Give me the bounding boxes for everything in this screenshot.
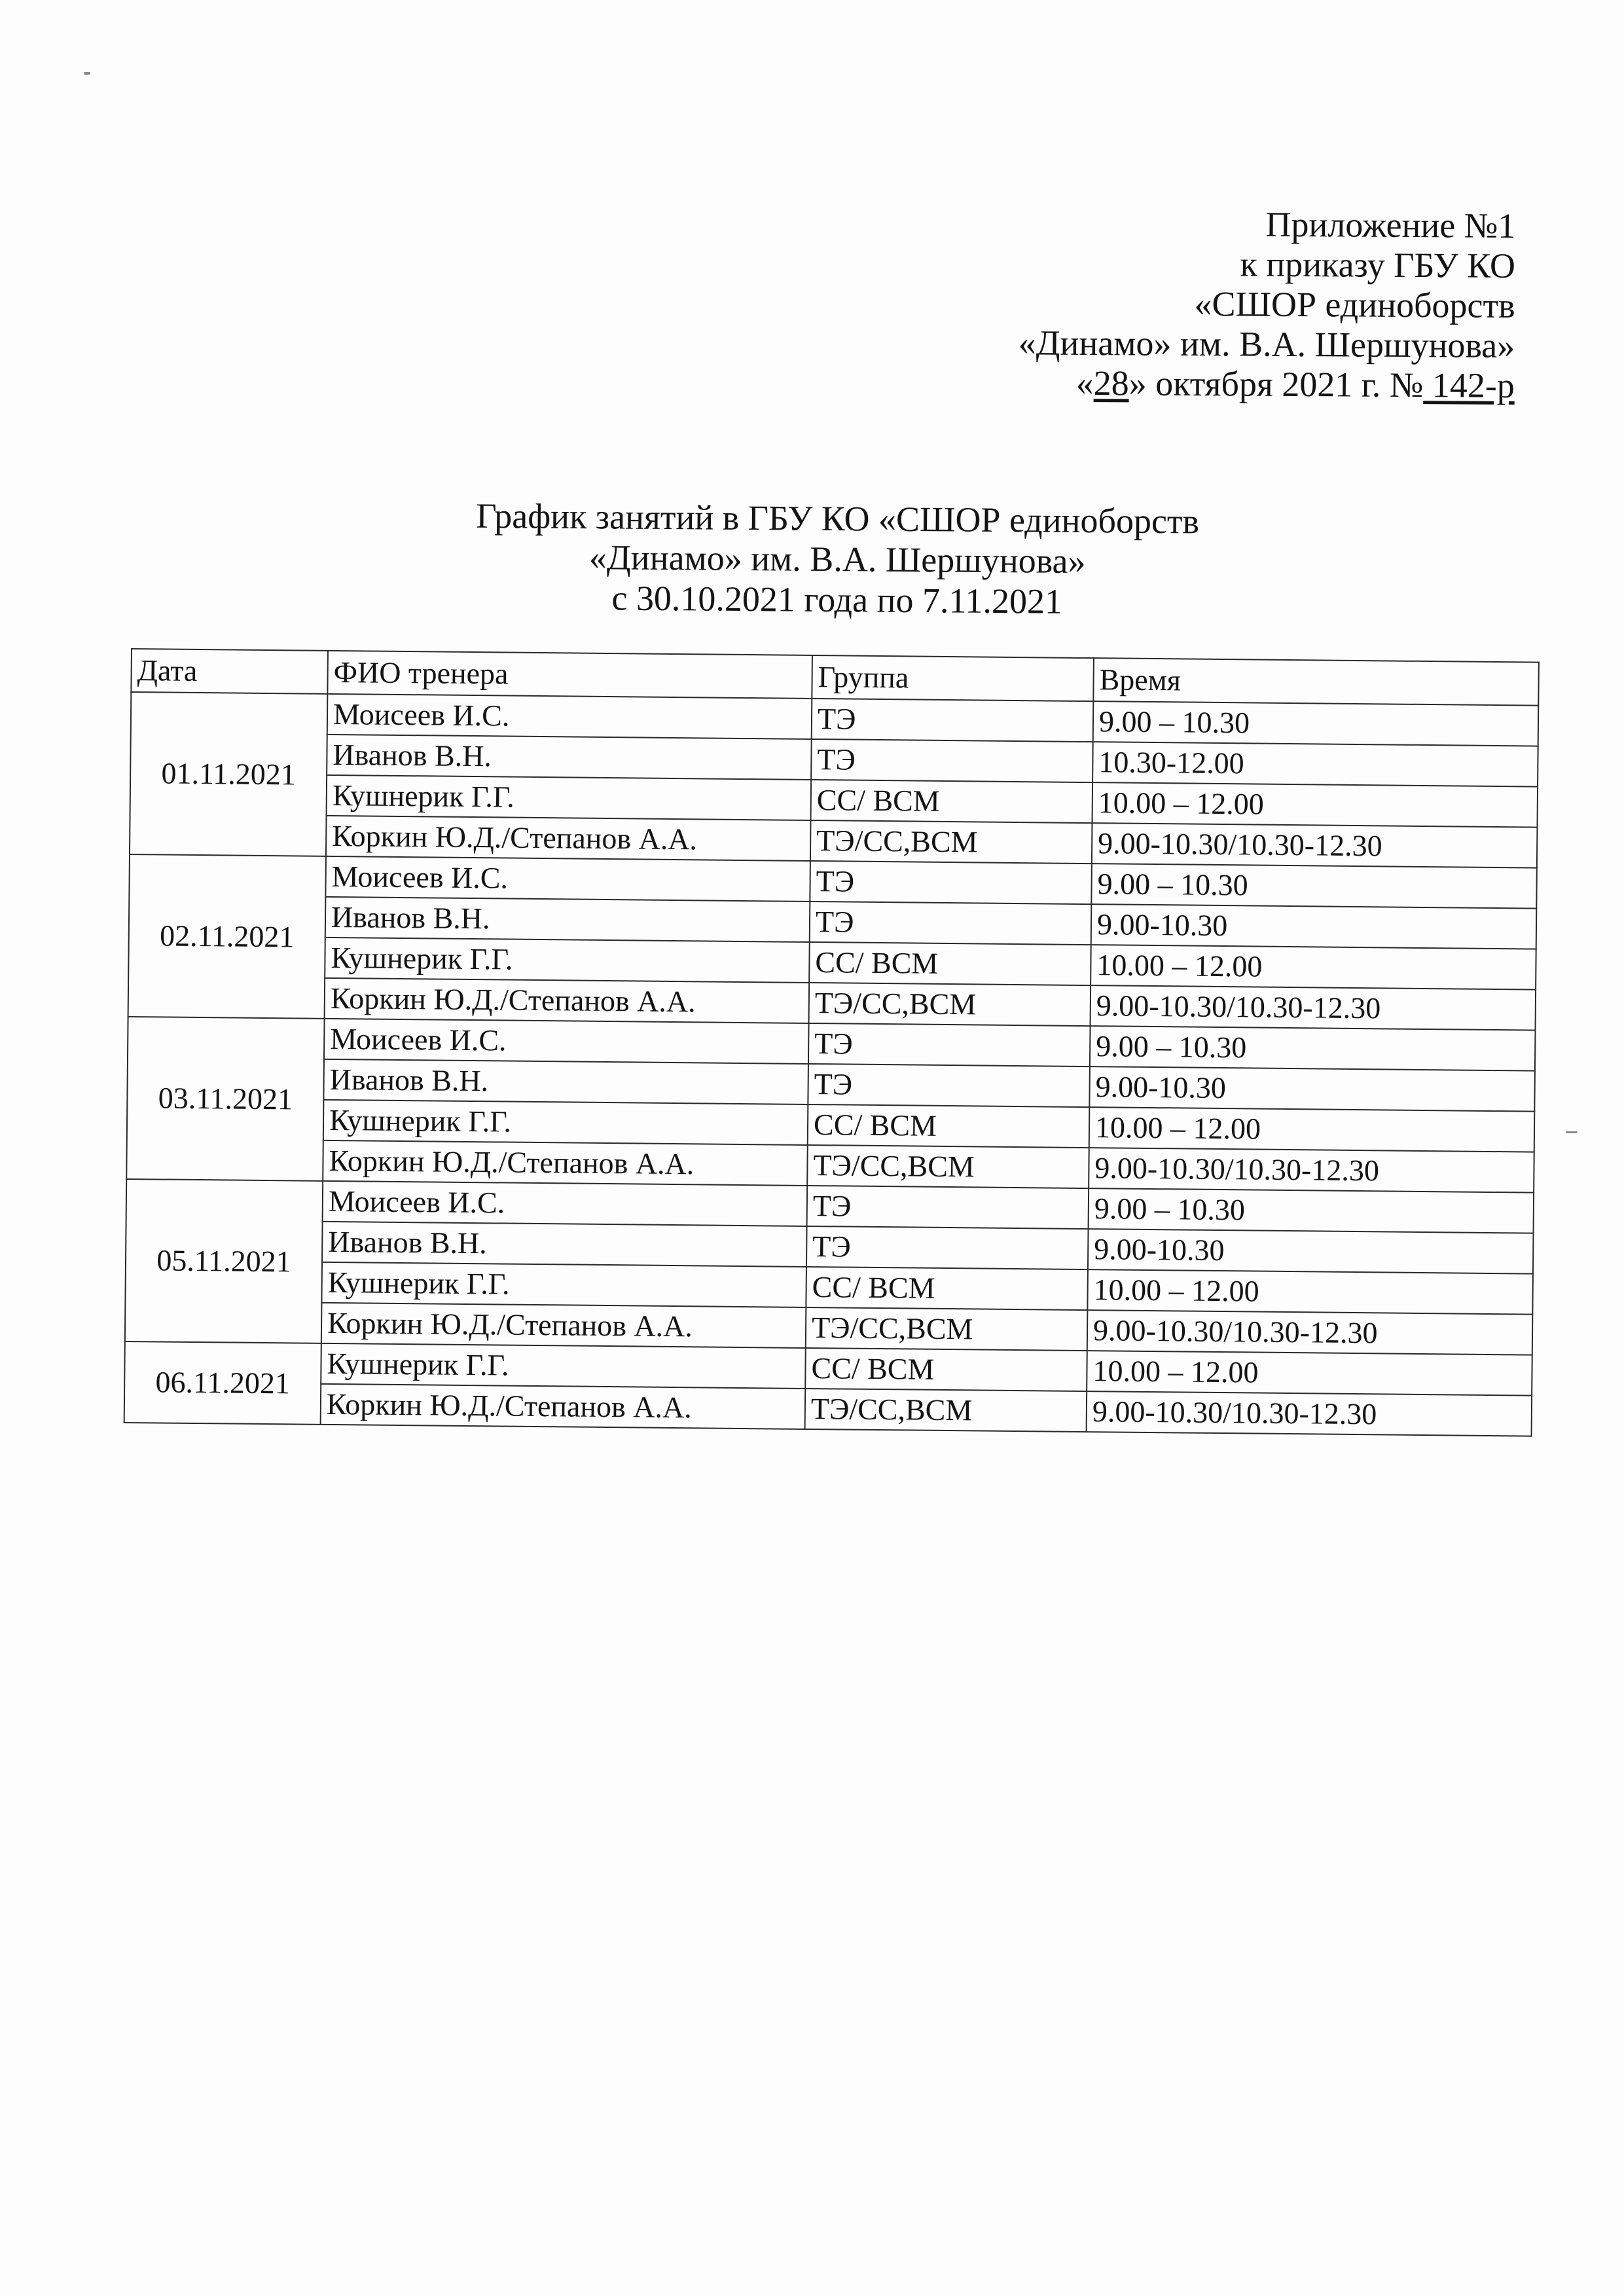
schedule-table [124, 648, 1540, 1437]
time-cell: 9.00-10.30/10.30-12.30 [1087, 1391, 1532, 1436]
date-cell: 03.11.2021 [126, 1017, 324, 1181]
time-cell: 9.00-10.30/10.30-12.30 [1089, 1148, 1534, 1193]
header-time: Время [1093, 658, 1539, 706]
coach-cell: Коркин Ю.Д./Степанов А.А. [326, 816, 811, 861]
title-line: График занятий в ГБУ КО «СШОР единоборств [476, 496, 1200, 541]
annex-block [1019, 203, 1516, 406]
time-cell: 9.00 – 10.30 [1089, 1188, 1534, 1233]
group-cell: ТЭ/СС,ВСМ [810, 820, 1092, 864]
time-cell: 10.30-12.00 [1092, 742, 1538, 787]
annex-order-date-line [1019, 363, 1515, 406]
title-line: с 30.10.2021 года по 7.11.2021 [611, 578, 1063, 621]
coach-cell: Кушнерик Г.Г. [321, 1343, 806, 1389]
scan-speck [1566, 1131, 1578, 1133]
date-cell: 06.11.2021 [124, 1341, 321, 1425]
group-cell: СС/ ВСМ [806, 1267, 1088, 1310]
order-month-year: » октября 2021 г. № [1129, 363, 1424, 405]
time-cell: 10.00 – 12.00 [1091, 945, 1536, 990]
group-cell: ТЭ/СС,ВСМ [805, 1389, 1087, 1432]
date-cell: 02.11.2021 [128, 854, 326, 1019]
annex-line: к приказу ГБУ КО [1240, 244, 1516, 285]
coach-cell: Коркин Ю.Д./Степанов А.А. [325, 978, 810, 1023]
order-number: 142-р [1423, 365, 1515, 405]
coach-cell: Коркин Ю.Д./Степанов А.А. [323, 1140, 808, 1186]
order-day: 28 [1094, 363, 1130, 403]
coach-cell: Кушнерик Г.Г. [325, 938, 810, 983]
document-title [327, 494, 1348, 624]
time-cell: 9.00 – 10.30 [1093, 701, 1539, 746]
group-cell: ТЭ/СС,ВСМ [809, 983, 1091, 1026]
header-date: Дата [131, 649, 328, 694]
time-cell: 9.00 – 10.30 [1090, 1026, 1536, 1071]
schedule-table-wrap [124, 648, 1540, 1437]
group-cell: ТЭ/СС,ВСМ [806, 1307, 1088, 1351]
coach-cell: Кушнерик Г.Г. [323, 1100, 808, 1145]
date-cell: 05.11.2021 [125, 1179, 323, 1343]
group-cell: СС/ ВСМ [808, 1104, 1090, 1148]
time-cell: 9.00-10.30/10.30-12.30 [1092, 823, 1538, 868]
annex-line: «Динамо» им. В.А. Шершунова» [1018, 323, 1515, 365]
coach-cell: Кушнерик Г.Г. [327, 775, 812, 820]
coach-cell: Моисеев И.С. [327, 694, 812, 739]
time-cell: 9.00-10.30 [1091, 904, 1537, 949]
group-cell: ТЭ [810, 902, 1092, 945]
annex-line: «СШОР единоборств [1194, 284, 1516, 325]
group-cell: ТЭ/СС,ВСМ [807, 1145, 1089, 1188]
time-cell: 10.00 – 12.00 [1089, 1107, 1535, 1152]
time-cell: 10.00 – 12.00 [1087, 1351, 1532, 1396]
group-cell: ТЭ [807, 1186, 1089, 1229]
coach-cell: Моисеев И.С. [324, 1019, 809, 1064]
date-cell: 01.11.2021 [130, 692, 327, 856]
group-cell: ТЭ [810, 861, 1092, 904]
scan-speck [84, 72, 90, 75]
time-cell: 9.00-10.30 [1088, 1229, 1534, 1274]
group-cell: ТЭ [806, 1226, 1089, 1269]
group-cell: ТЭ [812, 699, 1094, 742]
schedule-body [124, 692, 1539, 1436]
time-cell: 9.00 – 10.30 [1091, 864, 1537, 909]
group-cell: ТЭ [808, 1023, 1091, 1066]
coach-cell: Коркин Ю.Д./Степанов А.А. [321, 1384, 806, 1429]
time-cell: 9.00-10.30/10.30-12.30 [1087, 1310, 1533, 1355]
group-cell: ТЭ [808, 1064, 1090, 1107]
title-line: «Динамо» им. В.А. Шершунова» [588, 538, 1086, 581]
group-cell: СС/ ВСМ [811, 780, 1093, 823]
group-cell: ТЭ [811, 739, 1093, 782]
header-coach: ФИО тренера [327, 651, 812, 699]
coach-cell: Кушнерик Г.Г. [321, 1262, 806, 1307]
coach-cell: Коркин Ю.Д./Степанов А.А. [321, 1303, 806, 1348]
coach-cell: Иванов В.Н. [322, 1222, 807, 1267]
header-group: Группа [812, 655, 1094, 701]
coach-cell: Моисеев И.С. [325, 856, 810, 902]
time-cell: 9.00-10.30 [1089, 1066, 1535, 1112]
time-cell: 10.00 – 12.00 [1087, 1269, 1533, 1315]
quote-open: « [1076, 363, 1094, 403]
group-cell: СС/ ВСМ [809, 942, 1091, 985]
coach-cell: Иванов В.Н. [327, 735, 812, 780]
time-cell: 10.00 – 12.00 [1092, 782, 1538, 828]
group-cell: СС/ ВСМ [805, 1348, 1087, 1391]
coach-cell: Иванов В.Н. [325, 897, 810, 942]
coach-cell: Иванов В.Н. [323, 1059, 808, 1104]
coach-cell: Моисеев И.С. [323, 1181, 808, 1226]
time-cell: 9.00-10.30/10.30-12.30 [1091, 985, 1536, 1030]
annex-line: Приложение №1 [1265, 204, 1516, 246]
